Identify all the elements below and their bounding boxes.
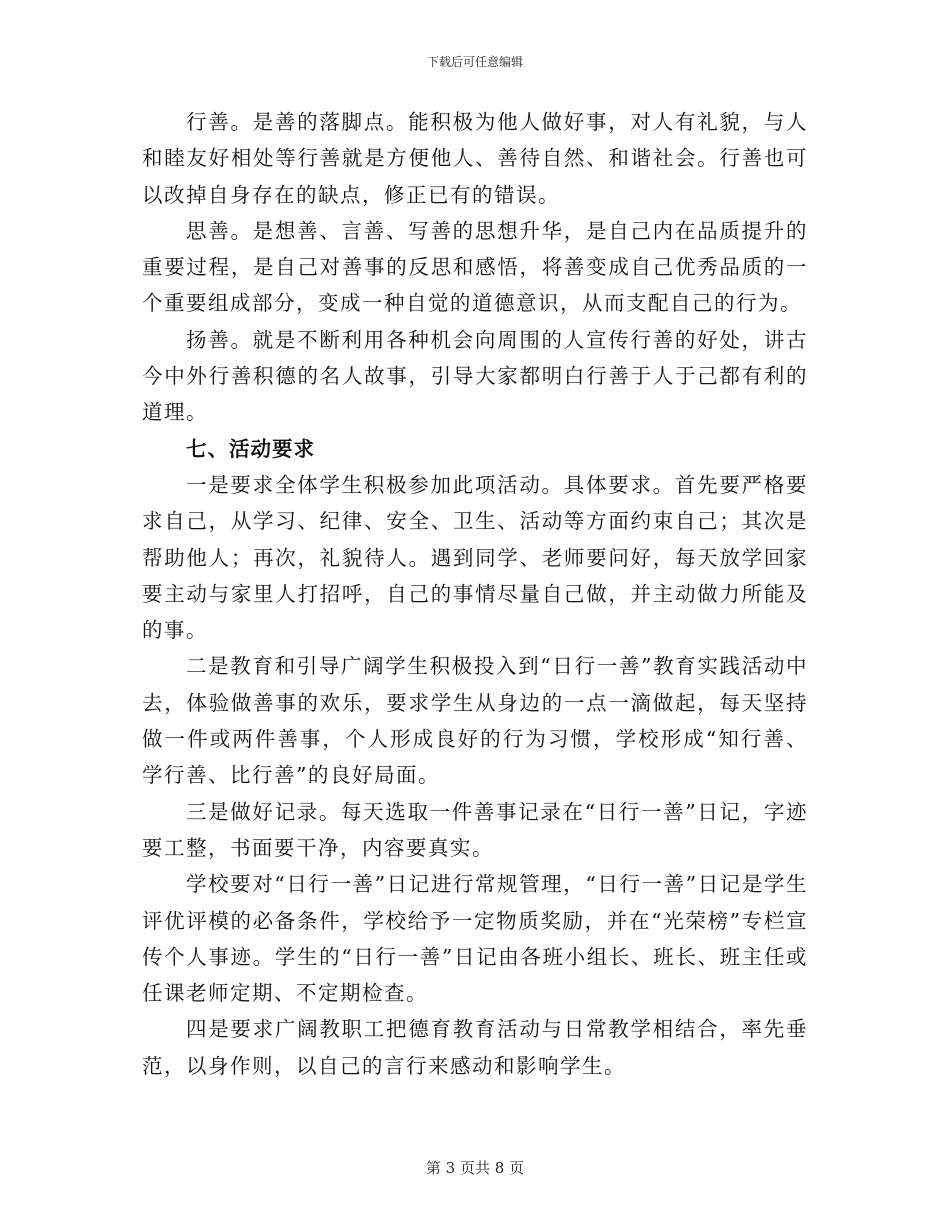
paragraph-sishan: 思善。是想善、言善、写善的思想升华，是自己内在品质提升的重要过程，是自己对善事的反思和感悟，将善变成自己优秀品质的一个重要组成部分，变成一种自觉的道德意识，从而支配自己的行为。	[142, 218, 808, 316]
requirement-paragraph-2: 二是教育和引导广阔学生积极投入到“日行一善”教育实践活动中去，体验做善事的欢乐，要求学生从身边的一点一滴做起，每天坚持做一件或两件善事，个人形成良好的行为习惯，学校形成“知行善、学行善、比行善”的良好局面。	[142, 654, 808, 788]
paragraph-xingshan: 行善。是善的落脚点。能积极为他人做好事，对人有礼貌，与人和睦友好相处等行善就是方便他人、善待自然、和谐社会。行善也可以改掉自身存在的缺点，修正已有的错误。	[142, 110, 808, 207]
section-heading: 七、活动要求	[186, 436, 315, 461]
page-header: 下载后可任意编辑	[426, 55, 523, 69]
requirement-paragraph-4: 学校要对“日行一善”日记进行常规管理，“日行一善”日记是学生评优评模的必备条件，学校给予一定物质奖励，并在“光荣榜”专栏宣传个人事迹。学生的“日行一善”日记由各班小组长、班长、班主任或任课老师定期、不定期检查。	[142, 872, 808, 1006]
requirement-paragraph-5: 四是要求广阔教职工把德育教育活动与日常教学相结合，率先垂范，以身作则，以自己的言行来感动和影响学生。	[142, 1017, 808, 1078]
requirement-paragraph-3: 三是做好记录。每天选取一件善事记录在“日行一善”日记，字迹要工整，书面要干净，内容要真实。	[142, 799, 808, 860]
page-footer: 第 3 页共 8 页	[425, 1159, 525, 1177]
paragraph-yangshan: 扬善。就是不断利用各种机会向周围的人宣传行善的好处，讲古今中外行善积德的名人故事，引导大家都明白行善于人于己都有利的道理。	[142, 327, 808, 425]
requirement-paragraph-1: 一是要求全体学生积极参加此项活动。具体要求。首先要严格要求自己，从学习、纪律、安全、卫生、活动等方面约束自己；其次是帮助他人；再次，礼貌待人。遇到同学、老师要问好，每天放学回家要主动与家里人打招呼，自己的事情尽量自己做，并主动做力所能及的事。	[142, 472, 808, 643]
document-body	[142, 104, 808, 1084]
